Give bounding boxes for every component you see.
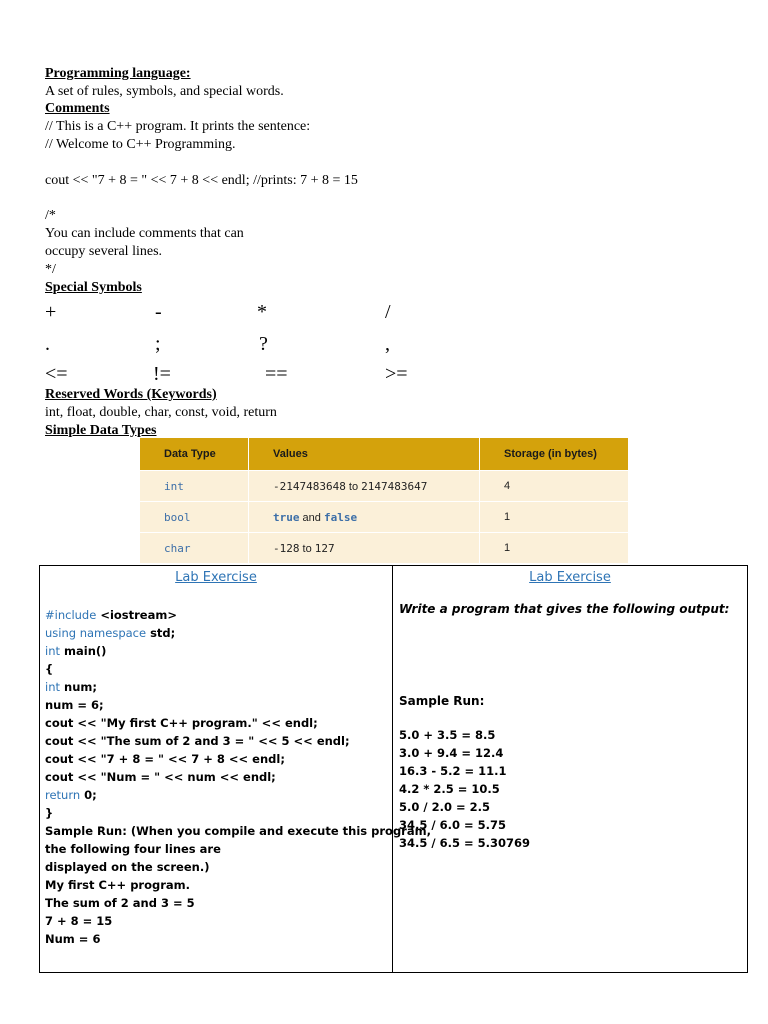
sample-run-note: displayed on the screen.) [45, 860, 210, 874]
code-text: 0; [80, 788, 97, 802]
code-line: cout << "My first C++ program." << endl; [45, 716, 318, 730]
code-text: std; [146, 626, 176, 640]
output-line: 7 + 8 = 15 [45, 914, 113, 928]
value-min: true [273, 510, 300, 524]
value-connector: and [299, 511, 324, 524]
type-name: int [164, 479, 184, 493]
sample-run-note: the following four lines are [45, 842, 221, 856]
special-symbols-heading: Special Symbols [45, 280, 142, 295]
code-text: main() [60, 644, 107, 658]
cell-type [140, 471, 249, 502]
sample-run-note: Sample Run: (When you compile and execute this program, [45, 824, 431, 838]
block-comment-open: /* [45, 208, 56, 223]
type-name: char [164, 541, 191, 555]
cell-values [249, 502, 480, 533]
code-keyword: int [45, 680, 60, 694]
code-keyword: using namespace [45, 626, 147, 640]
code-line: num = 6; [45, 698, 104, 712]
code-line [45, 642, 431, 660]
block-comment-line-2: occupy several lines. [45, 244, 163, 259]
cell-storage: 1 [480, 502, 629, 533]
header-data-type: Data Type [140, 438, 249, 471]
value-connector: to [299, 542, 315, 555]
symbol-less-equal: <= [45, 363, 68, 385]
code-text: num; [60, 680, 97, 694]
code-keyword: #include [45, 608, 97, 622]
output-line: My first C++ program. [45, 878, 191, 892]
lab-task-instruction: Write a program that gives the following output: [399, 602, 730, 616]
sample-run-label: Sample Run: [399, 694, 485, 708]
code-keyword: int [45, 644, 60, 658]
table-row [140, 502, 628, 533]
cell-type [140, 502, 249, 533]
symbol-equal-equal: == [265, 363, 288, 385]
cout-example: cout << "7 + 8 = " << 7 + 8 << endl; //prints: 7 + 8 = 15 [45, 173, 358, 188]
cell-storage: 4 [480, 471, 629, 502]
output-line: Num = 6 [45, 932, 101, 946]
table-row [140, 533, 628, 564]
output-line: The sum of 2 and 3 = 5 [45, 896, 195, 910]
expected-output [399, 726, 530, 852]
output-line: 3.0 + 9.4 = 12.4 [399, 746, 504, 760]
symbol-question: ? [259, 333, 268, 355]
output-line: 34.5 / 6.0 = 5.75 [399, 818, 506, 832]
output-line: 5.0 / 2.0 = 2.5 [399, 800, 490, 814]
code-line [45, 786, 431, 804]
code-line: } [45, 806, 54, 820]
symbol-greater-equal: >= [385, 363, 408, 385]
value-min: -128 [273, 541, 300, 555]
data-types-table [140, 438, 628, 563]
table-row [140, 471, 628, 502]
reserved-words-heading: Reserved Words (Keywords) [45, 387, 217, 402]
symbol-not-equal: != [153, 363, 171, 385]
lab-exercise-right [392, 565, 748, 973]
code-line: cout << "7 + 8 = " << 7 + 8 << endl; [45, 752, 285, 766]
code-line [45, 624, 431, 642]
cell-type [140, 533, 249, 564]
cell-values [249, 533, 480, 564]
symbol-slash: / [385, 301, 391, 323]
header-values: Values [249, 438, 480, 471]
lab-exercise-right-title: Lab Exercise [529, 570, 611, 585]
symbol-plus: + [45, 301, 57, 323]
comment-line-2: // Welcome to C++ Programming. [45, 137, 236, 152]
simple-data-types-heading: Simple Data Types [45, 423, 157, 438]
programming-language-definition: A set of rules, symbols, and special words. [45, 84, 284, 99]
programming-language-heading: Programming language: [45, 66, 191, 81]
value-connector: to [345, 480, 362, 493]
lab-exercise-left [39, 565, 431, 973]
cell-values [249, 471, 480, 502]
symbol-period: . [45, 333, 50, 355]
block-comment-line-1: You can include comments that can [45, 226, 244, 241]
symbol-comma: , [385, 333, 390, 355]
value-max: 127 [314, 541, 335, 555]
code-line: { [45, 662, 54, 676]
reserved-words-list: int, float, double, char, const, void, return [45, 405, 277, 420]
block-comment-close: */ [45, 262, 56, 277]
value-max: 2147483647 [361, 479, 428, 493]
comments-heading: Comments [45, 101, 110, 116]
symbol-asterisk: * [257, 301, 267, 323]
type-name: bool [164, 510, 191, 524]
lab-exercise-left-title: Lab Exercise [175, 570, 257, 585]
code-line: cout << "The sum of 2 and 3 = " << 5 << endl; [45, 734, 350, 748]
output-line: 4.2 * 2.5 = 10.5 [399, 782, 500, 796]
value-min: -2147483648 [273, 479, 346, 493]
header-storage: Storage (in bytes) [480, 438, 629, 471]
symbol-minus: - [155, 301, 162, 323]
code-keyword: return [45, 788, 81, 802]
table-header-row [140, 438, 628, 471]
output-line: 34.5 / 6.5 = 5.30769 [399, 836, 530, 850]
output-line: 16.3 - 5.2 = 11.1 [399, 764, 507, 778]
cell-storage: 1 [480, 533, 629, 564]
symbol-semicolon: ; [155, 333, 161, 355]
value-max: false [323, 510, 358, 524]
code-line [45, 678, 431, 696]
output-line: 5.0 + 3.5 = 8.5 [399, 728, 496, 742]
lab-code-listing [45, 606, 431, 948]
code-text: <iostream> [96, 608, 177, 622]
code-line [45, 606, 431, 624]
code-line: cout << "Num = " << num << endl; [45, 770, 276, 784]
comment-line-1: // This is a C++ program. It prints the sentence: [45, 119, 311, 134]
